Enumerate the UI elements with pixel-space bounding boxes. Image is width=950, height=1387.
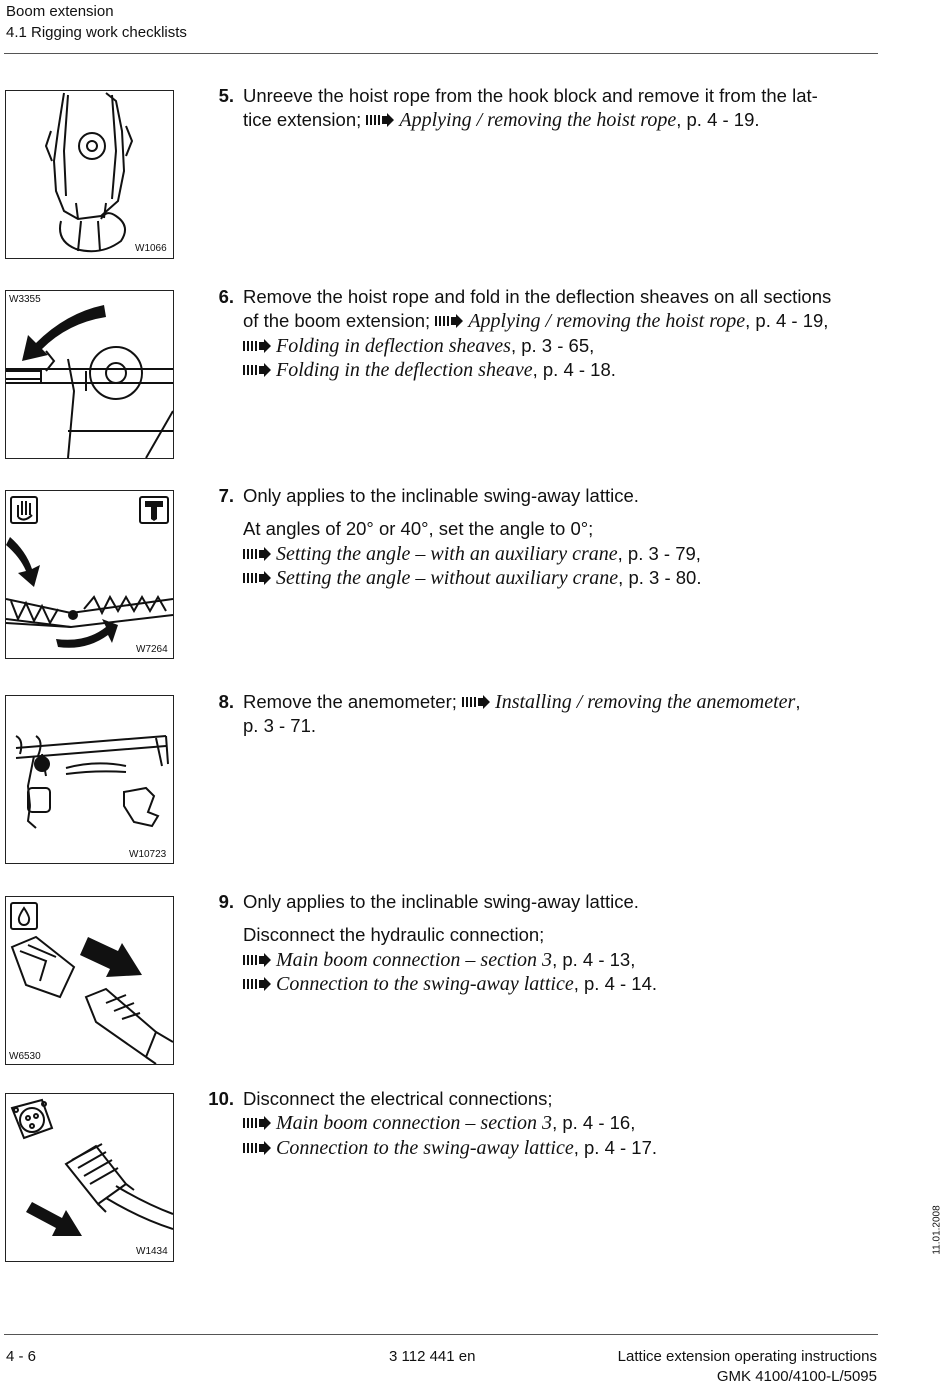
figure-code: W6530 (9, 1051, 41, 1062)
cross-reference-link[interactable]: Connection to the swing-away lattice (276, 1136, 574, 1159)
step-number: 5. (218, 85, 234, 106)
cross-reference-arrow-icon (243, 363, 271, 377)
cross-reference-arrow-icon (243, 1116, 271, 1130)
page-reference: , (795, 691, 801, 712)
step-line (243, 358, 883, 382)
step-text-fragment: At angles of 20° or 40°, set the angle to 0°; (243, 518, 594, 540)
step-text (243, 285, 883, 382)
cross-reference-arrow-icon (243, 547, 271, 561)
swing-away-lattice-illustration (6, 491, 173, 658)
footer-title-line: GMK 4100/4100-L/5095 (716, 1368, 877, 1385)
cross-reference-link[interactable]: Setting the angle – with an auxiliary crane (276, 542, 618, 565)
page-reference: , p. 4 - 19. (676, 109, 760, 131)
section-title: 4.1 Rigging work checklists (6, 24, 187, 41)
cross-reference-arrow-icon (243, 953, 271, 967)
step-text-fragment: Disconnect the hydraulic connection; (243, 924, 545, 946)
step-line: p. 3 - 71. (243, 715, 317, 737)
step-text (243, 890, 883, 996)
step-paragraph (243, 517, 883, 590)
step-line (243, 1111, 883, 1135)
figure-electrical-connection (5, 1093, 174, 1262)
page-reference: , p. 4 - 18. (532, 358, 616, 380)
footer-title-line: Lattice extension operating instructions (617, 1348, 877, 1365)
step-paragraph (243, 923, 883, 996)
cross-reference-arrow-icon (243, 1141, 271, 1155)
cross-reference-link[interactable]: Folding in the deflection sheave (276, 358, 533, 381)
hook-block-illustration (6, 91, 173, 258)
footer-doc-number: 3 112 441 en (389, 1348, 476, 1365)
figure-code: W1434 (136, 1246, 168, 1257)
step-number: 8. (218, 691, 234, 712)
step-text (243, 690, 883, 739)
step-text (243, 84, 883, 133)
cross-reference-arrow-icon (366, 113, 394, 127)
cross-reference-arrow-icon (435, 314, 463, 328)
step-text-fragment: tice extension; (243, 109, 367, 131)
figure-code: W3355 (9, 294, 41, 305)
step-line (243, 690, 883, 714)
page-reference: , p. 3 - 80. (618, 566, 702, 588)
step-line: Remove the hoist rope and fold in the deflection sheaves on all sections (243, 286, 832, 307)
cross-reference-link[interactable]: Main boom connection – section 3 (276, 1112, 553, 1135)
step-line: Unreeve the hoist rope from the hook block and remove it from the lat- (243, 85, 818, 106)
figure-code: W7264 (136, 644, 168, 655)
figure-anemometer (5, 695, 174, 864)
step-line (243, 334, 883, 358)
step-text (243, 1087, 883, 1160)
page-reference: , p. 4 - 19, (745, 310, 829, 332)
cross-reference-link[interactable]: Installing / removing the anemometer (495, 691, 796, 713)
step-line (243, 309, 883, 333)
page-reference: , p. 3 - 79, (617, 542, 701, 564)
footer-title (618, 1347, 877, 1387)
figure-code: W10723 (129, 849, 167, 860)
figure-hydraulic-connection (5, 896, 174, 1065)
step-text-fragment: of the boom extension; (243, 310, 436, 332)
page-reference: , p. 4 - 16, (552, 1112, 636, 1134)
cross-reference-link[interactable]: Applying / removing the hoist rope (399, 109, 677, 132)
cross-reference-link[interactable]: Main boom connection – section 3 (276, 948, 553, 971)
step-line: Only applies to the inclinable swing-away lattice. (243, 485, 639, 506)
cross-reference-link[interactable]: Connection to the swing-away lattice (276, 972, 574, 995)
step-number: 9. (218, 891, 234, 912)
deflection-sheave-illustration (6, 291, 173, 458)
figure-deflection-sheave (5, 290, 174, 459)
header-rule (4, 53, 878, 54)
cross-reference-arrow-icon (243, 571, 271, 585)
hydraulic-connection-illustration (6, 897, 173, 1064)
figure-hook-block (5, 90, 174, 259)
cross-reference-arrow-icon (462, 695, 490, 709)
step-line: Disconnect the electrical connections; (243, 1088, 553, 1109)
footer-rule (4, 1334, 878, 1335)
anemometer-illustration (6, 696, 173, 863)
electrical-connection-illustration (6, 1094, 173, 1261)
cross-reference-link[interactable]: Applying / removing the hoist rope (468, 310, 746, 333)
figure-swing-away-lattice (5, 490, 174, 659)
step-line (243, 1136, 883, 1160)
page-reference: , p. 4 - 14. (573, 972, 658, 994)
side-date (927, 1190, 947, 1270)
step-line (243, 108, 883, 132)
step-text-fragment: Remove the anemometer; (243, 691, 463, 712)
page-reference: , p. 3 - 65, (510, 334, 595, 356)
cross-reference-link[interactable]: Folding in deflection sheaves (276, 334, 511, 357)
step-text (243, 484, 883, 590)
cross-reference-arrow-icon (243, 339, 271, 353)
side-date-text: 11.01.2008 (931, 1205, 943, 1255)
figure-code: W1066 (135, 243, 167, 254)
chapter-title: Boom extension (6, 3, 114, 20)
step-number: 7. (218, 485, 234, 506)
page-reference: , p. 4 - 13, (552, 948, 636, 970)
page-reference: , p. 4 - 17. (573, 1136, 658, 1158)
step-number: 6. (218, 286, 234, 307)
cross-reference-link[interactable]: Setting the angle – without auxiliary crane (276, 566, 619, 589)
step-line: Only applies to the inclinable swing-away lattice. (243, 891, 639, 912)
step-number: 10. (208, 1088, 234, 1109)
footer-page-number: 4 - 6 (6, 1348, 37, 1365)
cross-reference-arrow-icon (243, 977, 271, 991)
